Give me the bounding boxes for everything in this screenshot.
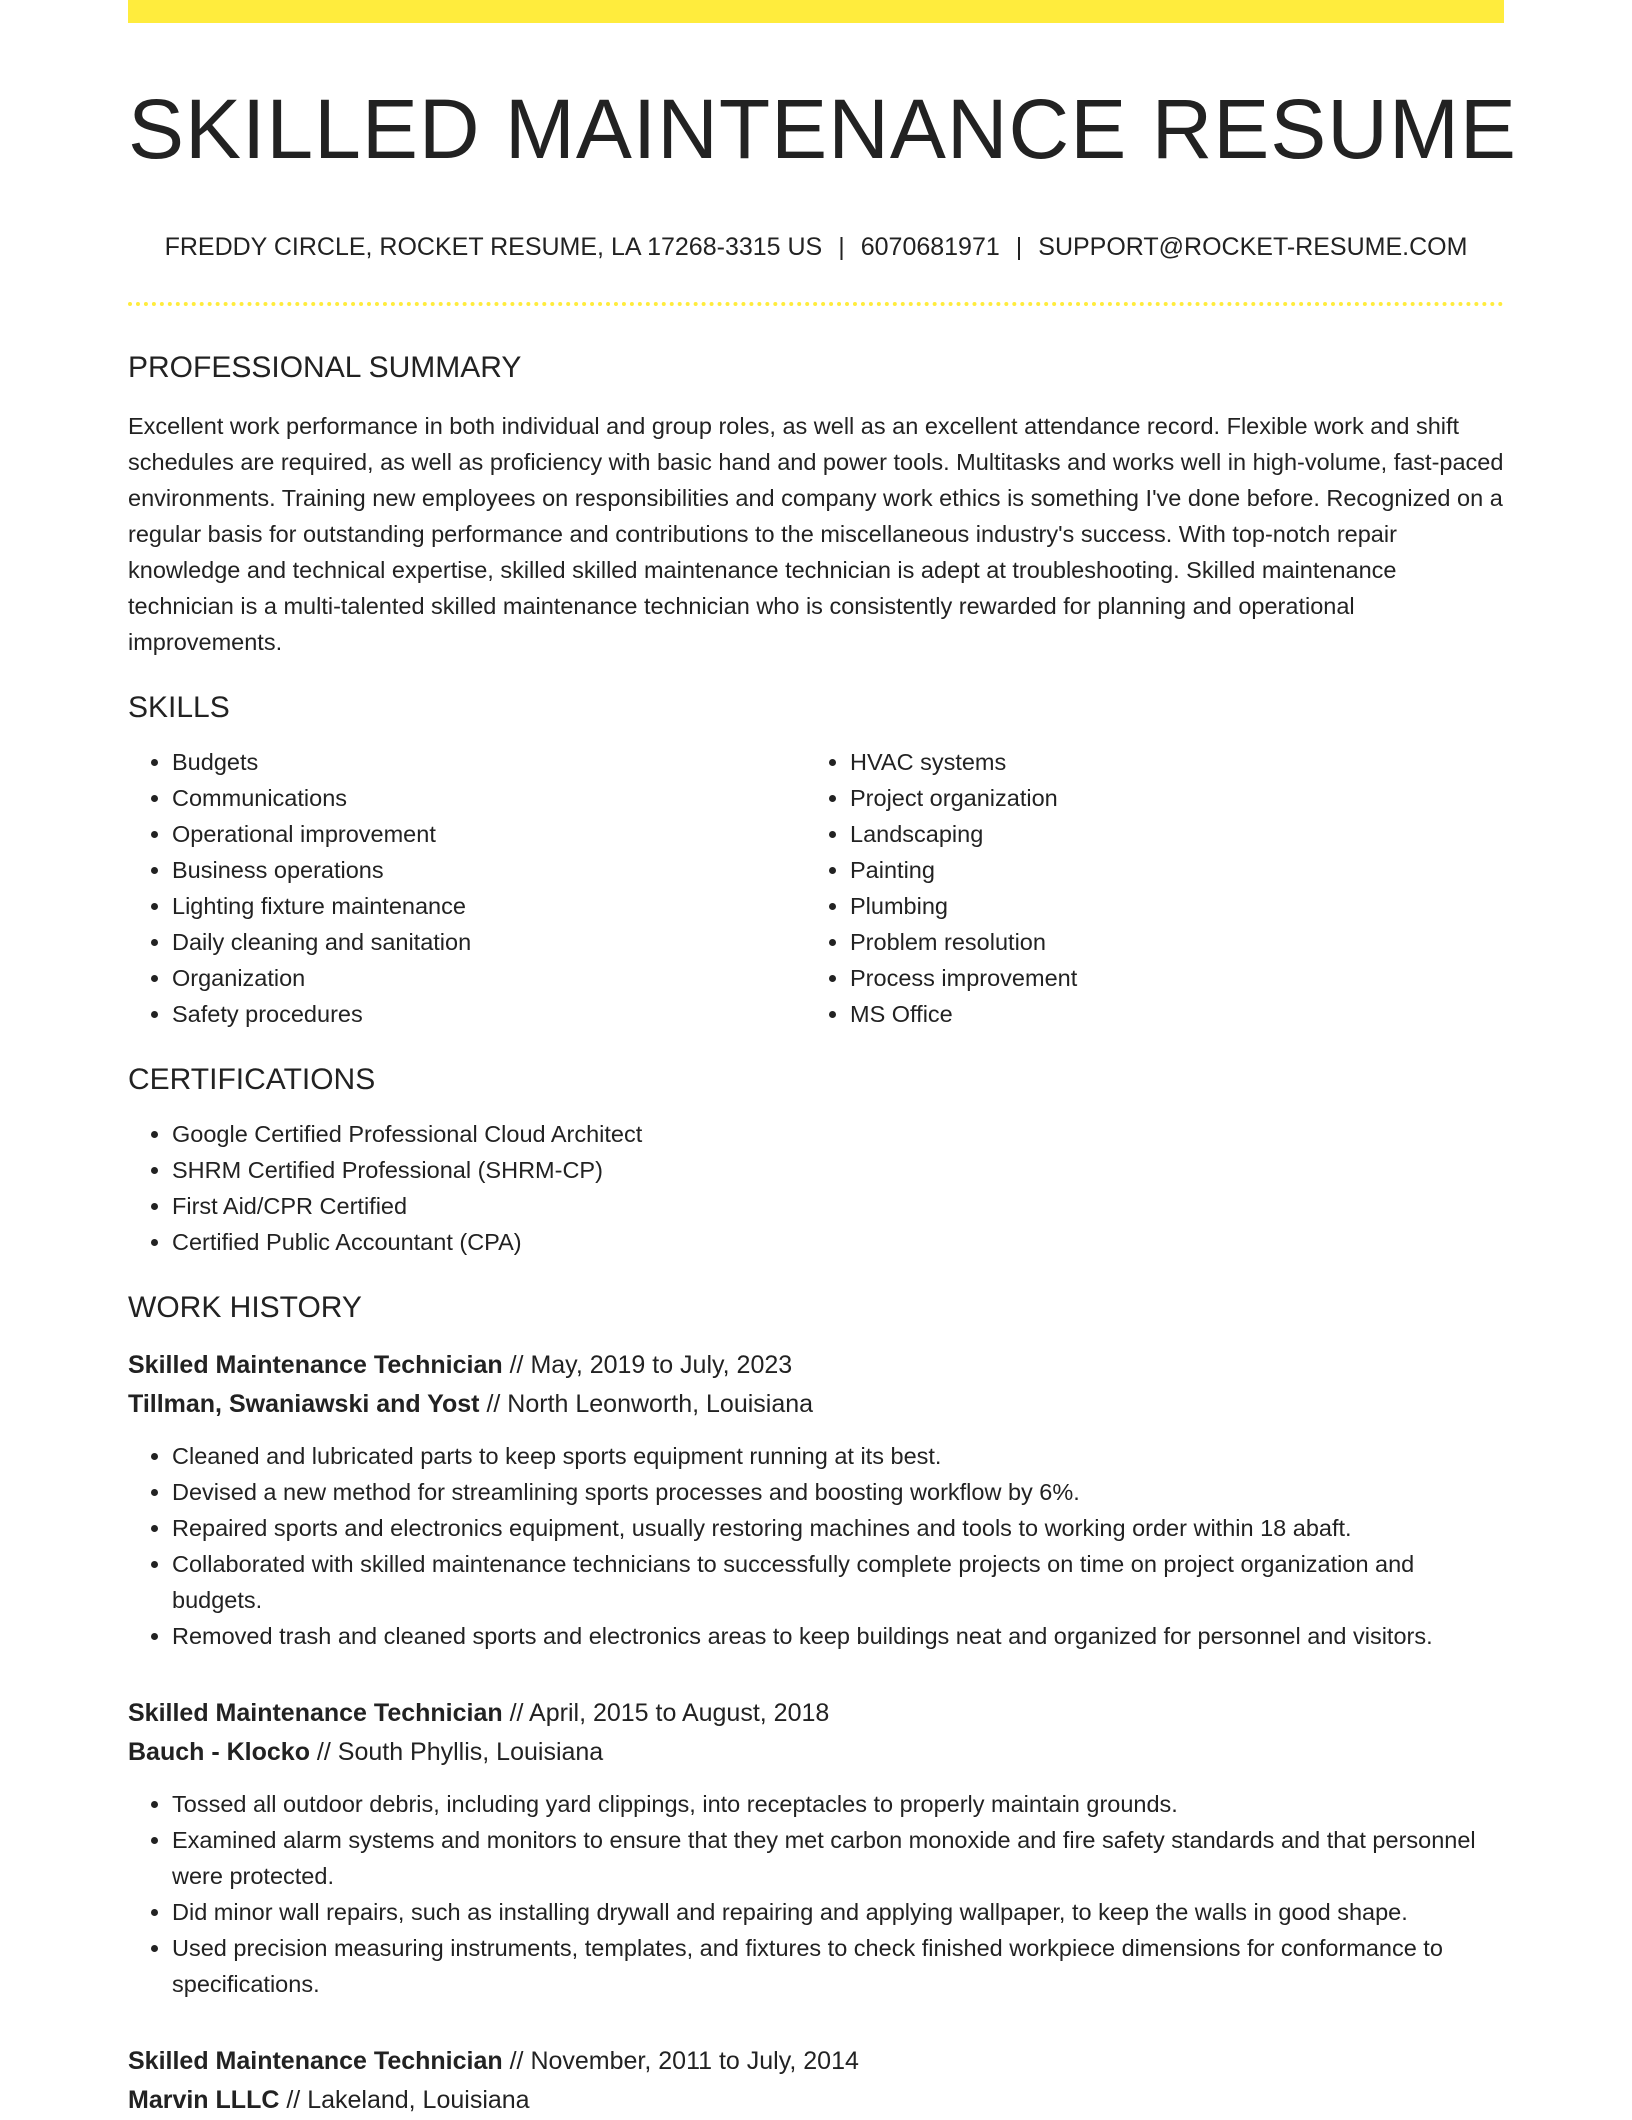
contact-email: SUPPORT@ROCKET-RESUME.COM <box>1038 233 1468 262</box>
certifications-list <box>128 1116 1504 1260</box>
job-entry <box>128 1346 1504 1654</box>
job-location: // Lakeland, Louisiana <box>279 2086 530 2115</box>
skill-item: • Problem resolution <box>850 924 1484 960</box>
job-bullet: • Did minor wall repairs, such as installing drywall and repairing and applying wallpaper, to keep the walls in good shape. <box>172 1894 1504 1930</box>
job-entry <box>128 1694 1504 2002</box>
job-company: Bauch - Klocko <box>128 1738 310 1767</box>
dotted-divider <box>128 302 1504 306</box>
job-title-line <box>128 1694 1504 1733</box>
contact-phone: 6070681971 <box>860 233 1000 262</box>
contact-separator: | <box>838 233 845 262</box>
job-bullet: • Removed trash and cleaned sports and electronics areas to keep buildings neat and organized for personnel and visitors. <box>172 1618 1504 1654</box>
resume-title: SKILLED MAINTENANCE RESUME <box>128 82 1517 176</box>
job-dates: // November, 2011 to July, 2014 <box>502 2047 859 2076</box>
skills-section <box>128 690 1504 1032</box>
summary-text: Excellent work performance in both individual and group roles, as well as an excellent attendance record. Flexible work and shift schedules are required, as well as proficiency with basic hand and power tools. Multitasks and works well in high-volume, fast-paced environments. Training new employees on responsibilities and company work ethics is something I've done before. Recognized on a regular basis for outstanding performance and contributions to the miscellaneous industry's success. With top-notch repair knowledge and technical expertise, skilled skilled maintenance technician is adept at troubleshooting. Skilled maintenance technician is a multi-talented skilled maintenance technician who is consistently rewarded for planning and operational improvements. <box>128 413 1504 656</box>
skills-list-right <box>806 744 1484 1032</box>
certification-item: • First Aid/CPR Certified <box>172 1188 1504 1224</box>
summary-section <box>128 350 1504 660</box>
skills-list-left <box>128 744 806 1032</box>
skill-item: • Organization <box>172 960 806 996</box>
job-dates: // May, 2019 to July, 2023 <box>502 1351 793 1380</box>
skills-heading: SKILLS <box>128 691 230 725</box>
skill-item: • Landscaping <box>850 816 1484 852</box>
job-entry <box>128 2042 1504 2120</box>
job-bullet: • Examined alarm systems and monitors to ensure that they met carbon monoxide and fire safety standards and that personnel were protected. <box>172 1822 1504 1894</box>
job-title: Skilled Maintenance Technician <box>128 1351 503 1380</box>
skill-item: • Daily cleaning and sanitation <box>172 924 806 960</box>
skill-item: • Plumbing <box>850 888 1484 924</box>
job-bullet: • Tossed all outdoor debris, including yard clippings, into receptacles to properly maintain grounds. <box>172 1786 1504 1822</box>
work-history-heading: WORK HISTORY <box>128 1291 362 1325</box>
skill-item: • Business operations <box>172 852 806 888</box>
contact-address: FREDDY CIRCLE, ROCKET RESUME, LA 17268-3315 US <box>164 233 823 262</box>
skill-item: • Safety procedures <box>172 996 806 1032</box>
skill-item: • Communications <box>172 780 806 816</box>
summary-heading: PROFESSIONAL SUMMARY <box>128 351 522 385</box>
skill-item: • Budgets <box>172 744 806 780</box>
job-company-line <box>128 2081 1504 2120</box>
job-bullet: • Collaborated with skilled maintenance technicians to successfully complete projects on time on project organization and budgets. <box>172 1546 1504 1618</box>
job-dates: // April, 2015 to August, 2018 <box>502 1699 830 1728</box>
contact-separator: | <box>1015 233 1023 262</box>
job-company: Marvin LLLC <box>128 2086 280 2115</box>
skill-item: • Painting <box>850 852 1484 888</box>
top-accent-bar <box>128 0 1504 23</box>
skill-item: • MS Office <box>850 996 1484 1032</box>
certification-item: • Google Certified Professional Cloud Architect <box>172 1116 1504 1152</box>
job-location: // North Leonworth, Louisiana <box>479 1390 814 1419</box>
job-company-line <box>128 1733 1504 1772</box>
job-title: Skilled Maintenance Technician <box>128 1699 503 1728</box>
job-company-line <box>128 1385 1504 1424</box>
job-title-line <box>128 1346 1504 1385</box>
skill-item: • HVAC systems <box>850 744 1484 780</box>
job-bullets <box>128 1438 1504 1654</box>
job-title-line <box>128 2042 1504 2081</box>
work-history-section <box>128 1290 1504 2120</box>
skills-grid <box>128 726 1504 1032</box>
skill-item: • Lighting fixture maintenance <box>172 888 806 924</box>
job-bullet: • Cleaned and lubricated parts to keep sports equipment running at its best. <box>172 1438 1504 1474</box>
skill-item: • Project organization <box>850 780 1484 816</box>
job-bullet: • Devised a new method for streamlining sports processes and boosting workflow by 6%. <box>172 1474 1504 1510</box>
job-company: Tillman, Swaniawski and Yost <box>128 1390 480 1419</box>
skill-item: • Process improvement <box>850 960 1484 996</box>
certification-item: • Certified Public Accountant (CPA) <box>172 1224 1504 1260</box>
contact-line <box>128 233 1504 262</box>
certification-item: • SHRM Certified Professional (SHRM-CP) <box>172 1152 1504 1188</box>
job-title: Skilled Maintenance Technician <box>128 2047 503 2076</box>
skill-item: • Operational improvement <box>172 816 806 852</box>
resume-page <box>128 0 1517 2120</box>
certifications-heading: CERTIFICATIONS <box>128 1063 376 1097</box>
certifications-section <box>128 1062 1504 1260</box>
job-bullet: • Used precision measuring instruments, templates, and fixtures to check finished workpiece dimensions for conformance to specifications. <box>172 1930 1504 2002</box>
job-bullet: • Repaired sports and electronics equipment, usually restoring machines and tools to working order within 18 abaft. <box>172 1510 1504 1546</box>
job-bullets <box>128 1786 1504 2002</box>
job-location: // South Phyllis, Louisiana <box>309 1738 604 1767</box>
